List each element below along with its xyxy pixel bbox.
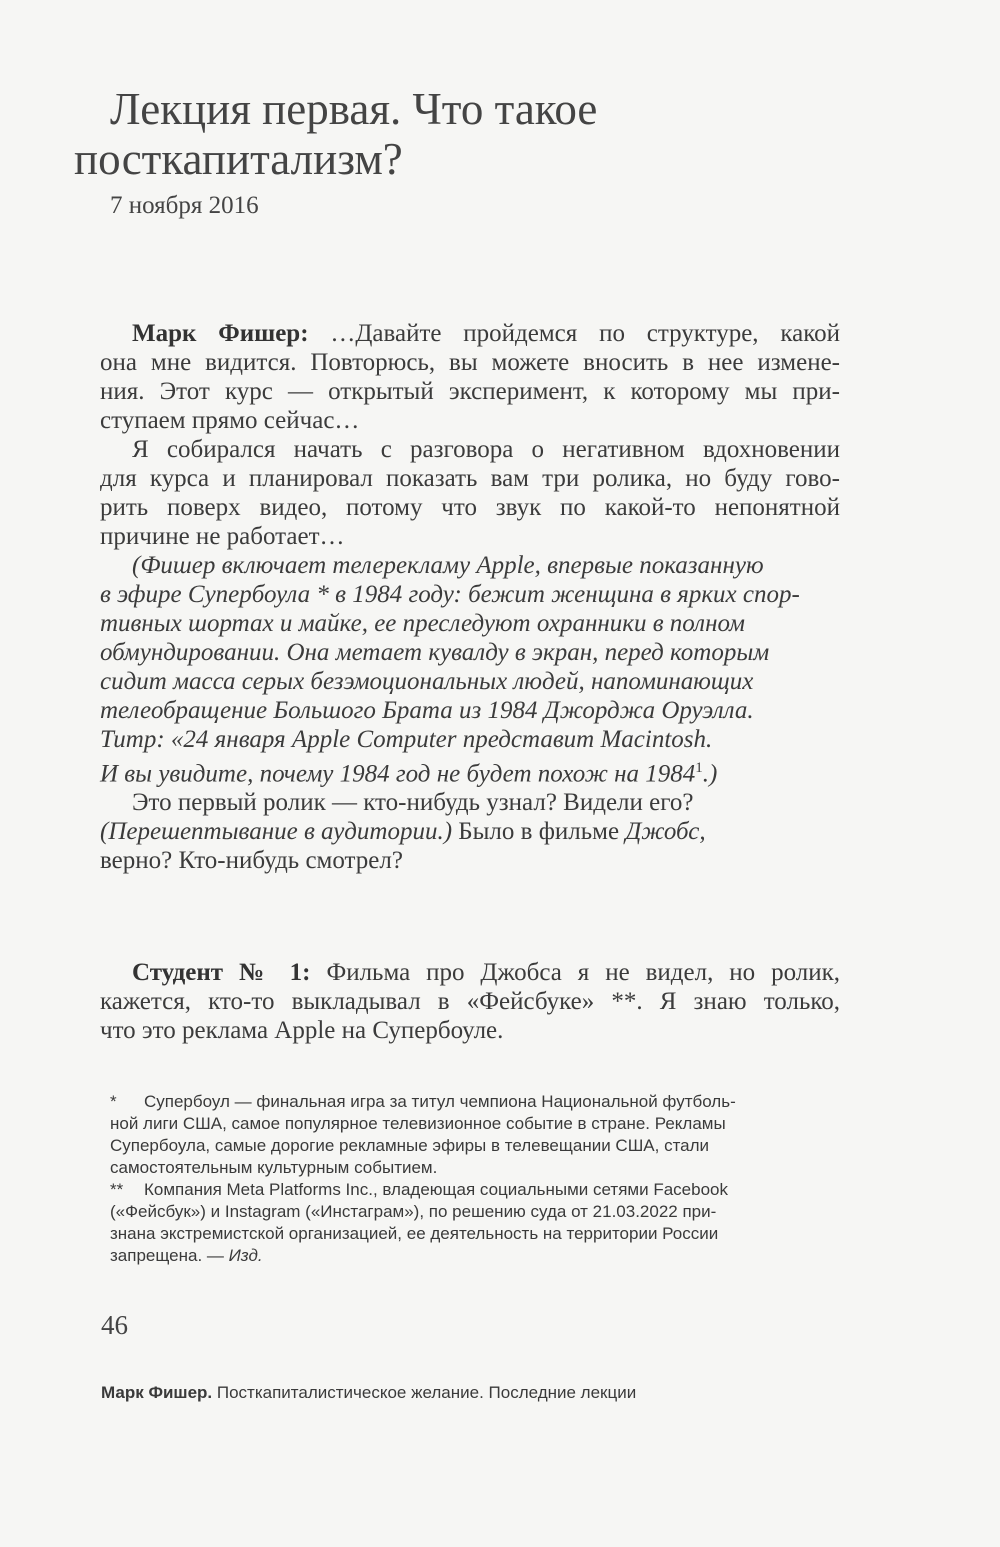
chapter-title: [74, 84, 774, 184]
text-span: Изд.: [228, 1246, 263, 1265]
footer-title: Посткапиталистическое желание. Последние лекции: [212, 1383, 637, 1402]
footnote-line: самостоятельным культурным событием.: [110, 1158, 438, 1177]
italic-line: обмундировании. Она метает кувалду в экран, перед которым: [100, 639, 770, 666]
footnote-line: Супербоула, самые дорогие рекламные эфиры в телевещании США, стали: [110, 1136, 710, 1155]
text-line: Это первый ролик — кто-нибудь узнал? Видели его?: [132, 789, 694, 817]
text-line: ступаем прямо сейчас…: [100, 407, 360, 434]
footer-author: Марк Фишер.: [101, 1383, 213, 1402]
footnote-line: [110, 1179, 840, 1201]
footnotes: [110, 1091, 840, 1267]
italic-line: в эфире Супербоула * в 1984 году: бежит женщина в ярких спор-: [100, 581, 800, 608]
footnote-line: [110, 1091, 840, 1113]
page-number: 46: [101, 1310, 128, 1340]
text-line: [100, 817, 840, 846]
text-span: Фильма про Джобса я не видел, но ролик,: [310, 959, 840, 986]
text-line: для курса и планировал показать вам три ролика, но буду гово-: [100, 465, 840, 492]
footnote-line: знана экстремистской организацией, ее деятельность на территории России: [110, 1224, 719, 1243]
italic-line: (Фишер включает телерекламу Apple, впервые показанную: [132, 552, 764, 579]
text-span: Было в фильме: [452, 818, 626, 846]
running-footer: [101, 1383, 636, 1403]
text-line: [100, 319, 840, 348]
text-span: Джобс,: [625, 818, 706, 846]
text-span: запрещена. —: [110, 1246, 229, 1265]
text-line: что это реклама Apple на Супербоуле.: [100, 1017, 504, 1044]
speaker-name: Марк Фишер:: [132, 320, 309, 347]
student-speech: [100, 958, 840, 1045]
text-line: верно? Кто-нибудь смотрел?: [100, 847, 403, 875]
text-line: она мне видится. Повторюсь, вы можете вносить в нее измене-: [100, 349, 840, 376]
footnote-ref: 1: [695, 760, 703, 776]
text-span: Компания Meta Platforms Inc., владеющая социальными сетями Facebook: [144, 1180, 728, 1199]
text-span: Супербоул — финальная игра за титул чемпиона Национальной футболь-: [144, 1092, 736, 1111]
text-line: ния. Этот курс — открытый эксперимент, к которому мы при-: [100, 378, 840, 405]
text-span: …Давайте пройдемся по структуре, какой: [308, 320, 840, 347]
text-line: [100, 958, 840, 987]
italic-line: Титр: «24 января Apple Computer представит Macintosh.: [100, 726, 713, 753]
text-line: рить поверх видео, потому что звук по какой-то непонятной: [100, 494, 840, 521]
footnote-mark: **: [110, 1180, 124, 1199]
text-line: Я собирался начать с разговора о негативном вдохновении: [132, 436, 840, 463]
text-span: .): [702, 760, 718, 788]
italic-line: тивных шортах и майке, ее преследуют охранники в полном: [100, 610, 745, 637]
speaker-name: Студент № 1:: [132, 959, 311, 986]
italic-line: [100, 754, 840, 788]
chapter-title-line: Лекция первая. Что такое: [110, 84, 598, 134]
text-line: причине не работает…: [100, 523, 345, 550]
italic-line: телеобращение Большого Брата из 1984 Джорджа Оруэлла.: [100, 697, 754, 724]
chapter-date: 7 ноября 2016: [110, 192, 259, 219]
text-span: И вы увидите, почему 1984 год не будет похож на 1984: [100, 760, 696, 788]
italic-line: сидит масса серых безэмоциональных людей, напоминающих: [100, 668, 754, 695]
footnote-line: ной лиги США, самое популярное телевизионное событие в стране. Рекламы: [110, 1114, 726, 1133]
chapter-title-line: посткапитализм?: [74, 134, 403, 184]
footnote-line: [110, 1245, 840, 1267]
footnote-line: («Фейсбук») и Instagram («Инстаграм»), по решению суда от 21.03.2022 при-: [110, 1202, 717, 1221]
fisher-speech: [100, 319, 840, 875]
text-span: (Перешептывание в аудитории.): [100, 818, 453, 846]
footnote-mark: *: [110, 1092, 117, 1111]
text-line: кажется, кто-то выкладывал в «Фейсбуке» **. Я знаю только,: [100, 988, 840, 1015]
